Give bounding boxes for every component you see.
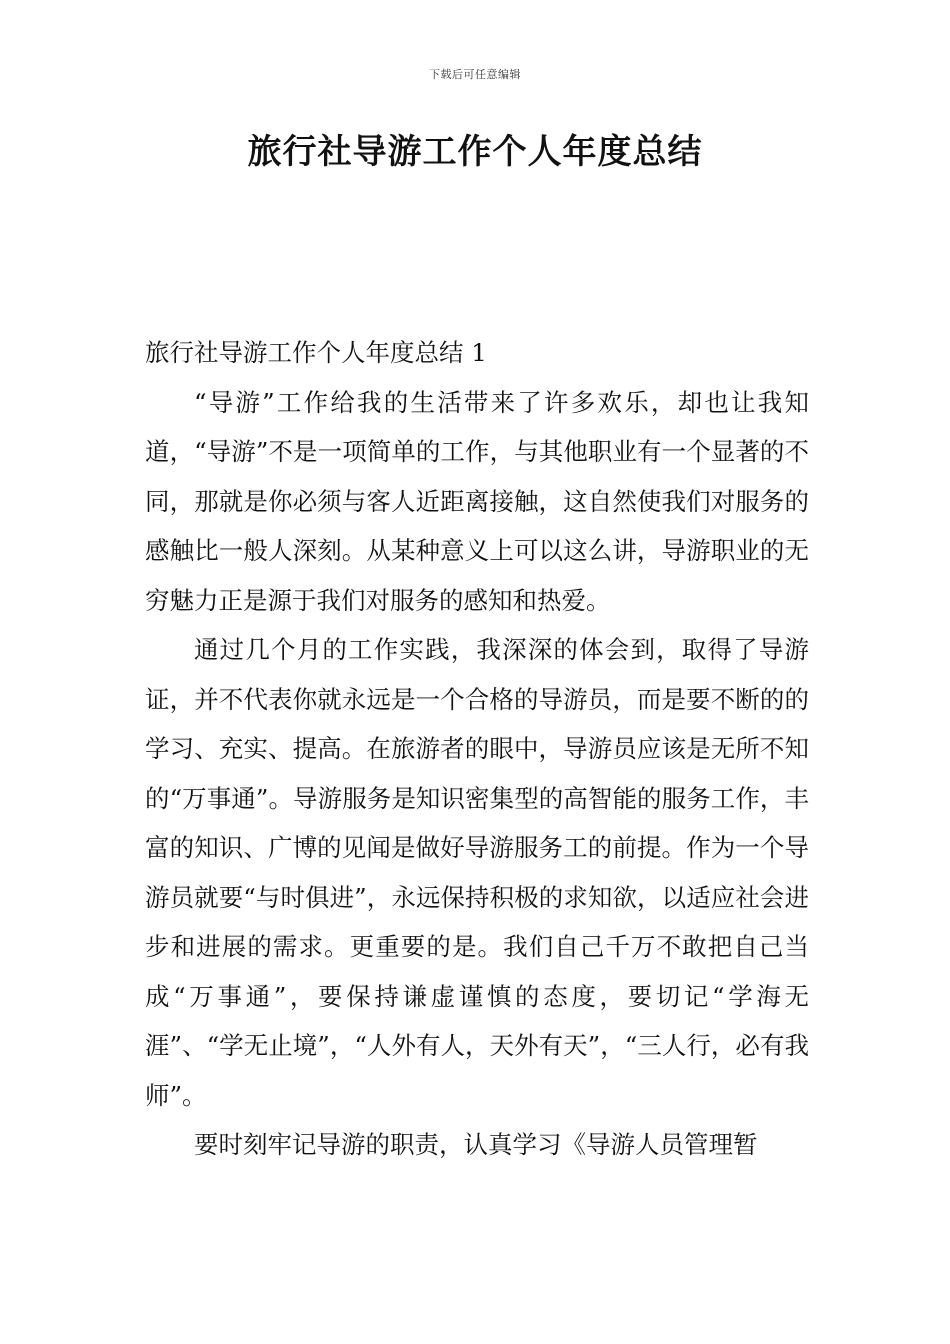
- document-body: [145, 328, 809, 1170]
- document-title: 旅行社导游工作个人年度总结: [247, 132, 703, 172]
- paragraph-2: 通过几个月的工作实践，我深深的体会到，取得了导游证，并不代表你就永远是一个合格的导游员，而是要不断的的学习、充实、提高。在旅游者的眼中，导游员应该是无所不知的“万事通”。导游服务是知识密集型的高智能的服务工作，丰富的知识、广博的见闻是做好导游服务工的前提。作为一个导游员就要“与时俱进”，永远保持积极的求知欲，以适应社会进步和进展的需求。更重要的是。我们自己千万不敢把自己当成“万事通”，要保持谦虚谨慎的态度，要切记“学海无涯”、“学无止境”，“人外有人，天外有天”，“三人行，必有我师”。: [145, 635, 809, 1110]
- paragraph-1: “导游”工作给我的生活带来了许多欢乐，却也让我知道，“导游”不是一项简单的工作，与其他职业有一个显著的不同，那就是你必须与客人近距离接触，这自然使我们对服务的感触比一般人深刻。从某种意义上可以这么讲，导游职业的无穷魅力正是源于我们对服务的感知和热爱。: [145, 387, 809, 615]
- section-title: 旅行社导游工作个人年度总结 1: [145, 338, 487, 367]
- header-note: 下载后可任意编辑: [429, 68, 521, 81]
- paragraph-3: 要时刻牢记导游的职责，认真学习《导游人员管理暂: [194, 1130, 758, 1159]
